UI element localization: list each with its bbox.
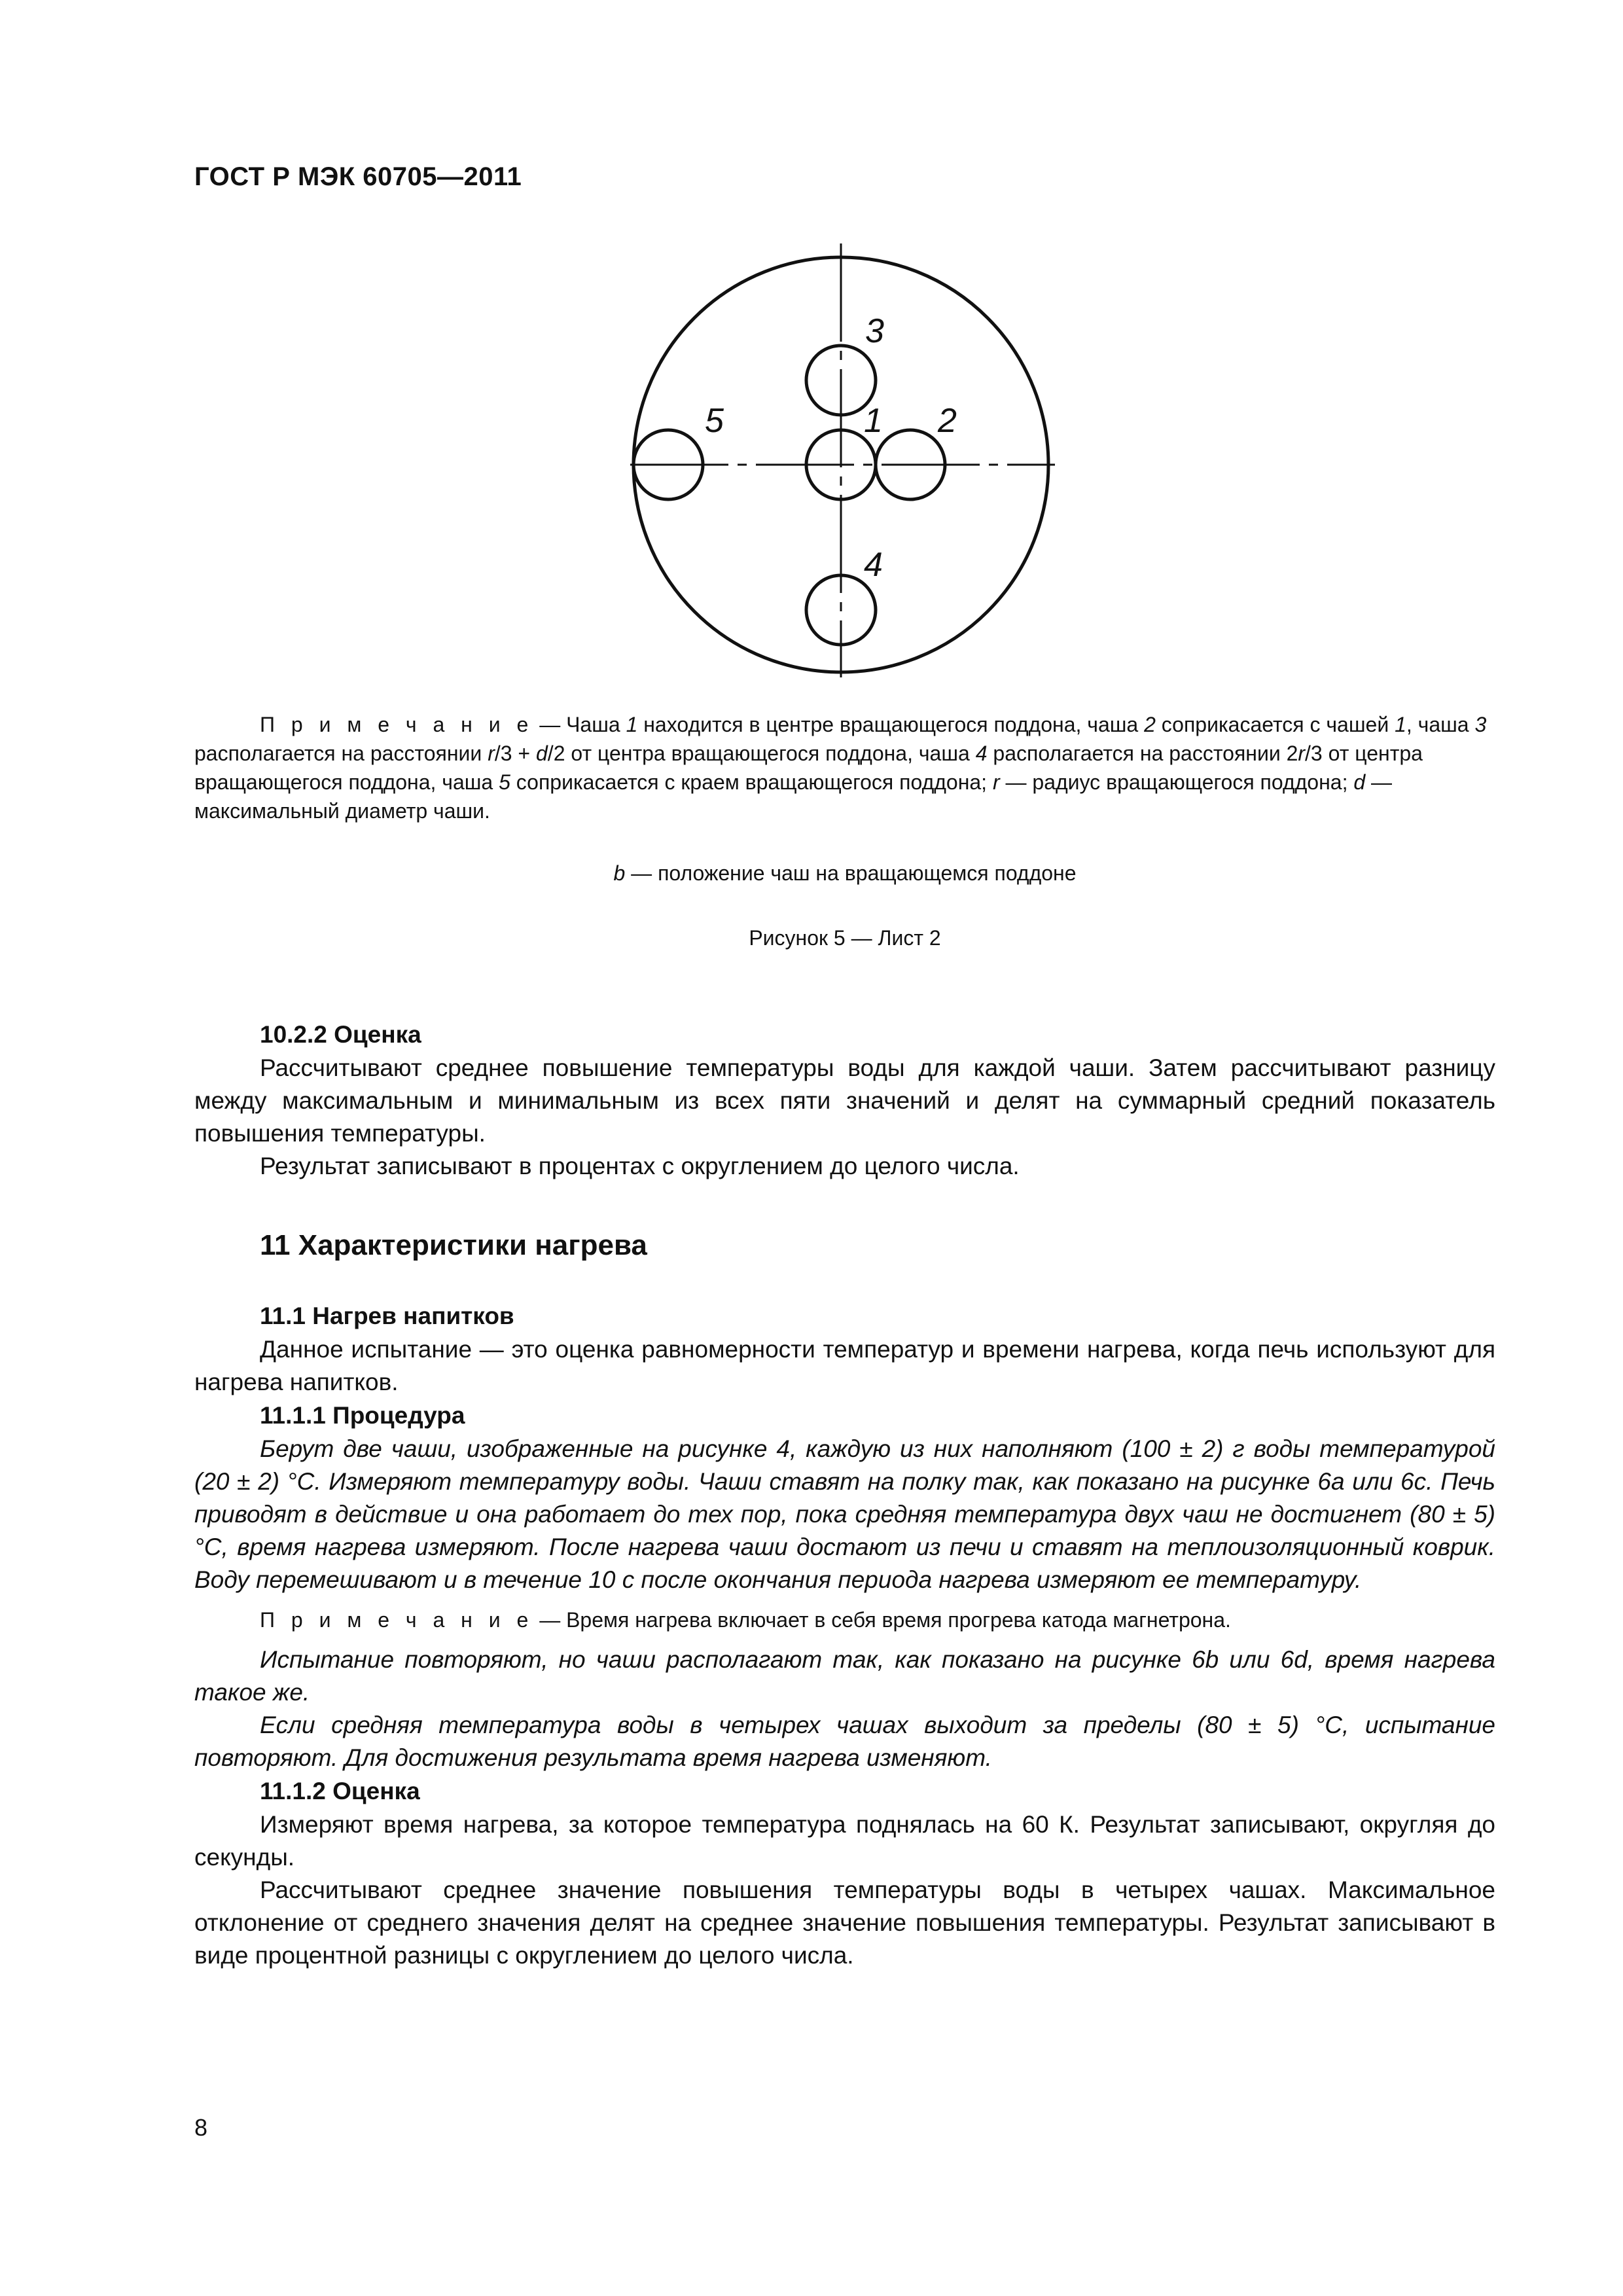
section-title: 11.1.2 Оценка xyxy=(260,1778,420,1804)
section-title: 11.1 Нагрев напитков xyxy=(260,1302,514,1329)
note-lead: П р и м е ч а н и е xyxy=(260,713,534,736)
paragraph: Испытание повторяют, но чаши располагают так, как показано на рисунке 6b или 6d, время нагрева такое же. xyxy=(194,1646,1495,1706)
paragraph: Рассчитывают среднее повышение температуры воды для каждой чаши. Затем рассчитывают разницу между максимальным и минимальным из всех пяти значений и делят на суммарный средний показатель повышения температуры. xyxy=(194,1054,1495,1147)
section-title: 10.2.2 Оценка xyxy=(260,1021,421,1048)
figure-note: П р и м е ч а н и е — Чаша 1 находится в центре вращающегося поддона, чаша 2 соприкасается с чашей 1, чаша 3 располагается на расстоянии r/3 + d/2 от центра вращающегося поддона, чаша 4 располагается на расстоянии 2r/3 от центра вращающегося поддона, чаша 5 соприкасается с краем вращающегося поддона; r — радиус вращающегося поддона; d — максимальный диаметр чаши. xyxy=(194,713,1487,823)
paragraph: Данное испытание — это оценка равномерности температур и времени нагрева, когда печь используют для нагрева напитков. xyxy=(194,1336,1495,1395)
paragraph: Измеряют время нагрева, за которое температура поднялась на 60 К. Результат записывают, округляя до секунды. xyxy=(194,1811,1495,1871)
bowl-label-2: 2 xyxy=(938,402,957,440)
turntable-diagram xyxy=(0,0,1623,681)
section-10-2-2 xyxy=(194,1018,1495,1183)
figure-caption: Рисунок 5 — Лист 2 xyxy=(749,926,941,950)
paragraph: Если средняя температура воды в четырех чашах выходит за пределы (80 ± 5) °С, испытание повторяют. Для достижения результата время нагрева изменяют. xyxy=(194,1712,1495,1771)
procedure-note: П р и м е ч а н и е — Время нагрева включает в себя время прогрева катода магнетрона. xyxy=(260,1608,1231,1632)
section-11-1 xyxy=(194,1299,1495,1972)
figure-legend: b — положение чаш на вращающемся поддоне xyxy=(613,861,1077,885)
bowl-label-3: 3 xyxy=(865,312,884,350)
section-title: 11.1.1 Процедура xyxy=(260,1402,465,1429)
paragraph: Результат записывают в процентах с округлением до целого числа. xyxy=(260,1153,1020,1179)
section-11 xyxy=(194,1226,1495,1265)
bowl-label-1: 1 xyxy=(864,402,883,440)
bowl-label-4: 4 xyxy=(864,546,883,584)
paragraph: Рассчитывают среднее значение повышения температуры воды в четырех чашах. Максимальное отклонение от среднего значения делят на среднее значение повышения температуры. Результат записывают в виде процентной разницы с округлением до целого числа. xyxy=(194,1876,1495,1969)
page-number: 8 xyxy=(194,2114,208,2141)
paragraph: Берут две чаши, изображенные на рисунке 4, каждую из них наполняют (100 ± 2) г воды температурой (20 ± 2) °С. Измеряют температуру воды. Чаши ставят на полку так, как показано на рисунке 6а или 6с. Печь приводят в действие и она работает до тех пор, пока средняя температура двух чаш не достигнет (80 ± 5) °С, время нагрева измеряют. После нагрева чаши достают из печи и ставят на теплоизоляционный коврик. Воду перемешивают и в течение 10 с после окончания периода нагрева измеряют ее температуру. xyxy=(194,1435,1495,1593)
bowl-label-5: 5 xyxy=(705,402,724,440)
page-header: ГОСТ Р МЭК 60705—2011 xyxy=(194,162,522,191)
section-heading: 11 Характеристики нагрева xyxy=(260,1229,647,1261)
